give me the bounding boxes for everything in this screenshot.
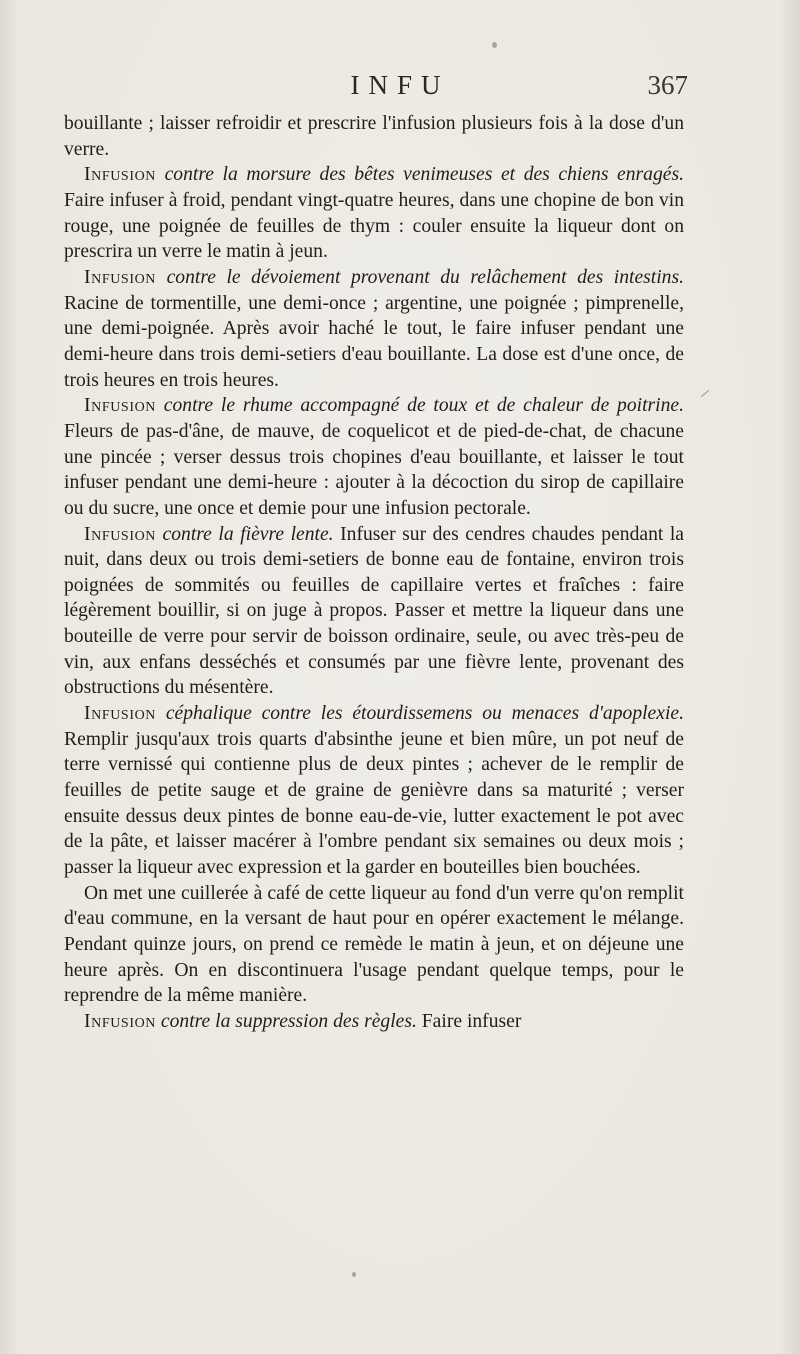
entry-title: contre la fièvre lente. xyxy=(156,523,334,545)
ink-speck xyxy=(352,1272,356,1277)
entry-morsure xyxy=(64,162,684,265)
entry-devoiement xyxy=(64,265,684,393)
page-text xyxy=(64,111,684,1035)
entry-text: Faire infuser à froid, pendant vingt-quatre heures, dans une chopine de bon vin rouge, une poignée de feuilles de thym : couler ensuite la liqueur dont on prescrira un verre le matin à jeun. xyxy=(64,189,684,263)
entry-head: Infusion xyxy=(84,266,157,288)
entry-cephalique xyxy=(64,701,684,881)
ink-speck xyxy=(492,42,497,48)
entry-rhume xyxy=(64,393,684,521)
page-header xyxy=(0,70,800,100)
entry-fievre xyxy=(64,522,684,702)
entry-title: contre la suppression des règles. xyxy=(156,1010,417,1032)
entry-title: céphalique contre les étourdissemens ou menaces d'apoplexie. xyxy=(156,703,684,725)
entry-text: Infuser sur des cendres chaudes pendant la nuit, dans deux ou trois demi-setiers de bonne eau de fontaine, environ trois poignées de sommités ou feuilles de capillaire vertes et fraîches : faire légèrement bouillir, si on juge à propos. Passer et mettre la liqueur dans une bouteille de verre pour servir de boisson ordinaire, seule, ou avec très-peu de vin, aux enfans desséchés et consumés par une fièvre lente, provenant des obstructions du mésentère. xyxy=(64,523,685,699)
entry-head: Infusion xyxy=(84,164,157,186)
entry-head: Infusion xyxy=(84,523,157,545)
entry-text: Racine de tormentille, une demi-once ; argentine, une poignée ; pimprenelle, une demi-poignée. Après avoir haché le tout, le faire infuser pendant une demi-heure dans trois demi-setiers d'eau bouillante. La dose est d'une once, de trois heures en trois heures. xyxy=(64,292,684,391)
entry-text: Faire infuser xyxy=(416,1010,522,1032)
entry-text: Remplir jusqu'aux trois quarts d'absinthe jeune et bien mûre, un pot neuf de terre vernissé qui contienne plus de deux pintes ; achever de le remplir de feuilles de petite sauge et de graine de genièvre dans sa maturité ; verser ensuite dessus deux pintes de bonne eau-de-vie, lutter exactement le pot avec de la pâte, et laisser macérer à l'ombre pendant six semaines ou deux mois ; passer la liqueur avec expression et la garder en bouteilles bien bouchées. xyxy=(64,728,684,879)
paragraph-usage: On met une cuillerée à café de cette liqueur au fond d'un verre qu'on remplit d'eau commune, en la versant de haut pour en opérer exactement le mélange. Pendant quinze jours, on prend ce remède le matin à jeun, et on déjeune une heure après. On en discontinuera l'usage pendant quelque temps, pour le reprendre de la même manière. xyxy=(64,882,684,1007)
entry-head: Infusion xyxy=(84,703,157,725)
page-number: 367 xyxy=(647,70,688,100)
entry-title: contre la morsure des bêtes venimeuses et des chiens enragés. xyxy=(156,164,684,186)
running-head: INFU xyxy=(350,70,450,100)
entry-suppression xyxy=(64,1009,684,1035)
entry-head: Infusion xyxy=(84,395,157,417)
margin-mark xyxy=(701,390,709,397)
entry-title: contre le dévoiement provenant du relâchement des intestins. xyxy=(156,266,684,288)
paragraph-continuation: bouillante ; laisser refroidir et prescrire l'infusion plusieurs fois à la dose d'un verre. xyxy=(64,113,684,160)
entry-text: Fleurs de pas-d'âne, de mauve, de coquelicot et de pied-de-chat, de chacune une pincée ; verser dessus trois chopines d'eau bouillante, et laisser le tout infuser pendant une demi-heure : ajouter à la décoction du sirop de capillaire ou du sucre, une once et demie pour une infusion pectorale. xyxy=(64,420,684,519)
entry-head: Infusion xyxy=(84,1010,157,1032)
entry-title: contre le rhume accompagné de toux et de chaleur de poitrine. xyxy=(156,395,684,417)
